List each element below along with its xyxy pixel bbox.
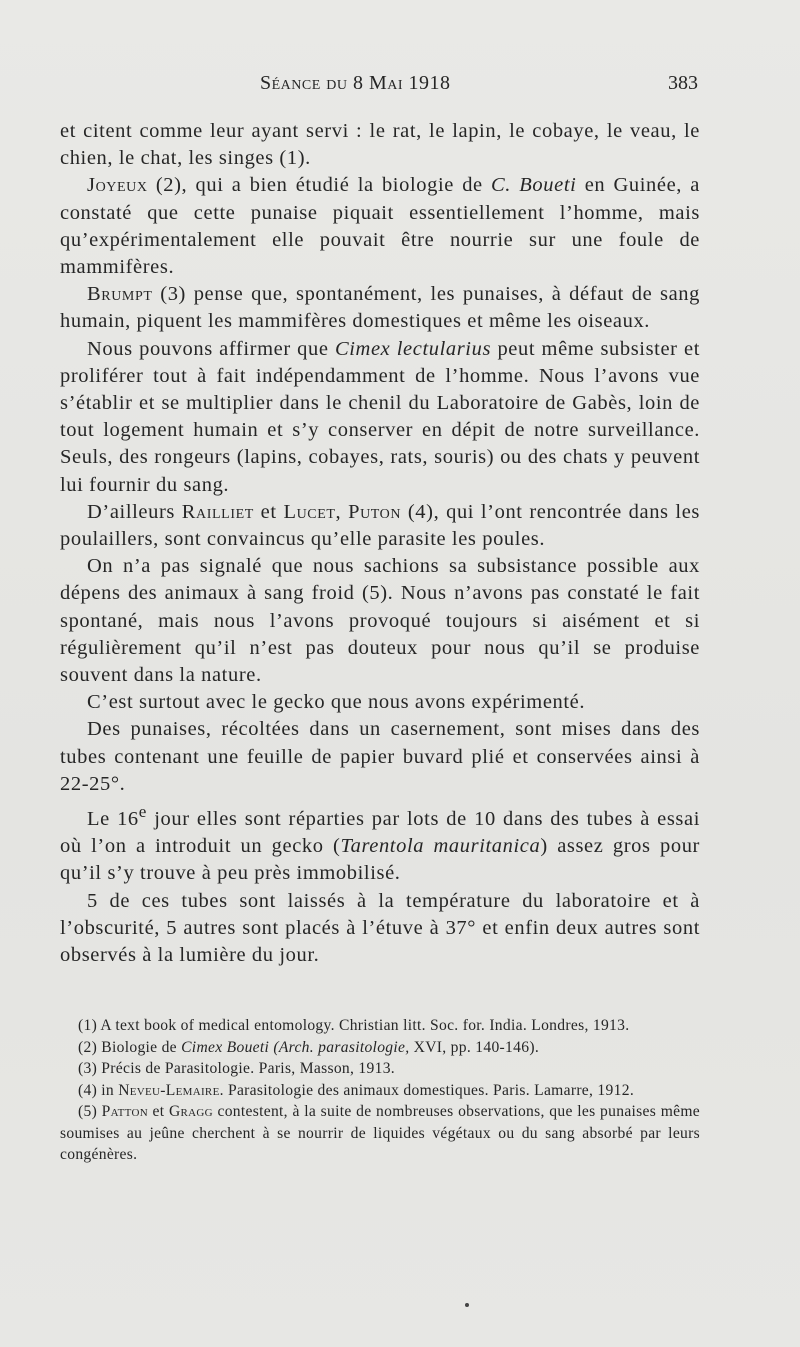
paragraph-9: Le 16e jour elles sont réparties par lots de 10 dans des tubes à essai où l’on a introduit un gecko (Tarentola mauritanica) assez gros pour qu’il s’y trouve à peu près immobilisé. [60, 802, 700, 885]
footnote-5: (5) Patton et Gragg contestent, à la suite de nombreuses observations, que les punaises même soumises au jeûne cherchent à se nourrir de liquides végétaux ou du sang absorbé par leurs congénères. [60, 1103, 700, 1163]
page-number: 383 [668, 72, 698, 94]
footnotes [60, 1015, 700, 1166]
paragraph-7: C’est surtout avec le gecko que nous avons expérimenté. [87, 691, 586, 714]
footnote-2: (2) Biologie de Cimex Boueti (Arch. parasitologie, XVI, pp. 140-146). [78, 1038, 540, 1056]
species-name: Cimex lectularius [334, 337, 492, 360]
paragraph-3: Brumpt (3) pense que, spontanément, les punaises, à défaut de sang humain, piquent les mammifères domestiques et même les oiseaux. [60, 283, 700, 333]
ordinal-superscript: e [138, 802, 147, 822]
author-name: Patton [101, 1103, 148, 1120]
paragraph-2: Joyeux (2), qui a bien étudié la biologie de C. Boueti en Guinée, a constaté que cette punaise piquait essentiellement l’homme, mais qu’expérimentalement elle pouvait être nourrie sur une foule de mammifères. [60, 174, 700, 279]
footnote-4: (4) in Neveu-Lemaire. Parasitologie des animaux domestiques. Paris. Lamarre, 1912. [78, 1081, 635, 1099]
paragraph-5: D’ailleurs Railliet et Lucet, Puton (4), qui l’ont rencontrée dans les poulaillers, sont convaincus qu’elle parasite les poules. [60, 500, 700, 551]
paragraph-6: On n’a pas signalé que nous sachions sa subsistance possible aux dépens des animaux à sang froid (5). Nous n’avons pas constaté le fait spontané, mais nous l’avons provoqué toujours si aisément et si régulièrement qu’il n’est pas douteux pour nous qu’il se produise souvent dans la nature. [60, 555, 700, 687]
paragraph-1: et citent comme leur ayant servi : le rat, le lapin, le cobaye, le veau, le chien, le chat, les singes (1). [60, 120, 700, 170]
page-header [60, 72, 700, 102]
footnote-1: (1) A text book of medical entomology. Christian litt. Soc. for. India. Londres, 1913. [78, 1017, 630, 1034]
species-name: Tarentola mauritanica [340, 835, 541, 858]
running-head: Séance du 8 Mai 1918 [260, 72, 451, 94]
paragraph-8: Des punaises, récoltées dans un casernement, sont mises dans des tubes contenant une feuille de papier buvard plié et conservées ainsi à 22-25°. [60, 718, 700, 795]
species-name: C. Boueti [491, 174, 577, 197]
paragraph-10: 5 de ces tubes sont laissés à la température du laboratoire et à l’obscurité, 5 autres sont placés à l’étuve à 37° et enfin deux autres sont observés à la lumière du jour. [60, 889, 700, 966]
paragraph-4: Nous pouvons affirmer que Cimex lectularius peut même subsister et proliférer tout à fait indépendamment de l’homme. Nous l’avons vue s’établir et se multiplier dans le chenil du Laboratoire de Gabès, loin de tout logement humain et s’y conserver en dépit de notre surveillance. Seuls, des rongeurs (lapins, cobayes, rats, souris) ou des chats y peuvent lui fournir du sang. [60, 337, 701, 496]
author-name: Lucet [283, 500, 336, 523]
print-speck [465, 1303, 469, 1307]
author-name: Joyeux [87, 174, 148, 197]
cited-title: Cimex Boueti (Arch. parasitologie, [181, 1038, 410, 1056]
author-name: Railliet [181, 500, 254, 523]
author-name: Gragg [168, 1103, 213, 1120]
author-name: Neveu-Lemaire [118, 1081, 220, 1099]
body-text [60, 118, 700, 969]
author-name: Brumpt [87, 283, 153, 306]
footnote-3: (3) Précis de Parasitologie. Paris, Masson, 1913. [78, 1060, 396, 1077]
author-name: Puton [348, 500, 402, 523]
